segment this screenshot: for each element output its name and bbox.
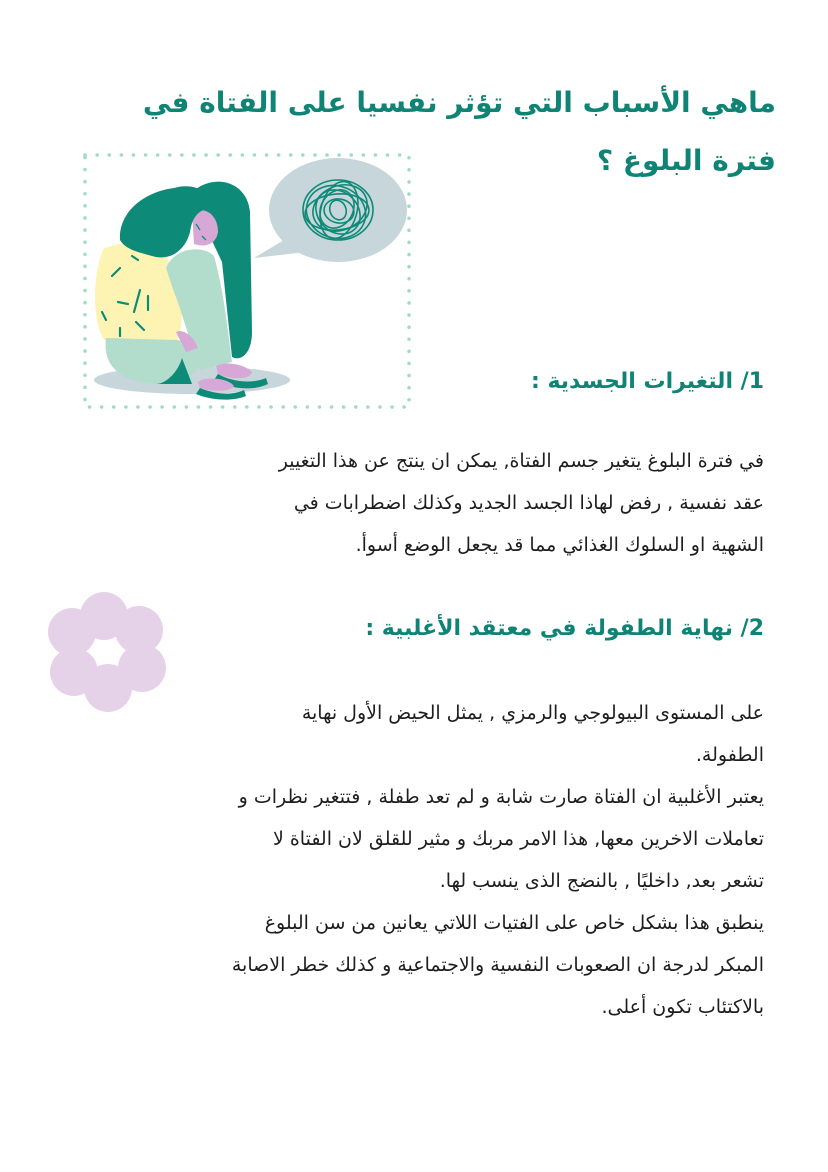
- section-heading-physical-changes: 1/ التغيرات الجسدية :: [531, 369, 764, 394]
- section-heading-end-of-childhood: 2/ نهاية الطفولة في معتقد الأغلبية :: [365, 616, 764, 641]
- page-title-line-2: فترة البلوغ ؟: [596, 144, 776, 177]
- paragraph-line: ينطبق هذا بشكل خاص على الفتيات اللاتي يعانين من سن البلوغ: [264, 912, 764, 934]
- thought-bubble: [254, 158, 407, 262]
- paragraph-line: المبكر لدرجة ان الصعوبات النفسية والاجتماعية و كذلك خطر الاصابة: [231, 954, 764, 976]
- paragraph-line: تشعر بعد, داخليًا , بالنضج الذى ينسب لها.: [439, 870, 764, 892]
- paragraph-line: على المستوى البيولوجي والرمزي , يمثل الحيض الأول نهاية: [301, 702, 764, 724]
- paragraph-line: بالاكتئاب تكون أعلى.: [601, 996, 764, 1018]
- section-paragraph-physical-changes: [114, 440, 764, 566]
- paragraph-line: يعتبر الأغلبية ان الفتاة صارت شابة و لم تعد طفلة , فتتغير نظرات و: [238, 786, 764, 808]
- paragraph-line: عقد نفسية , رفض لهاذا الجسد الجديد وكذلك اضطرابات في: [293, 492, 764, 514]
- girl-figure: [95, 182, 268, 400]
- section-paragraph-end-of-childhood: [104, 692, 764, 1028]
- paragraph-line: في فترة البلوغ يتغير جسم الفتاة, يمكن ان ينتج عن هذا التغيير: [278, 450, 764, 472]
- sad-girl-illustration: [82, 152, 412, 410]
- paragraph-line: الطفولة.: [695, 744, 764, 766]
- page-title-line-1: ماهي الأسباب التي تؤثر نفسيا على الفتاة في: [142, 86, 776, 119]
- paragraph-line: الشهية او السلوك الغذائي مما قد يجعل الوضع أسوأ.: [355, 534, 764, 556]
- paragraph-line: تعاملات الاخرين معها, هذا الامر مربك و مثير للقلق لان الفتاة لا: [272, 828, 764, 850]
